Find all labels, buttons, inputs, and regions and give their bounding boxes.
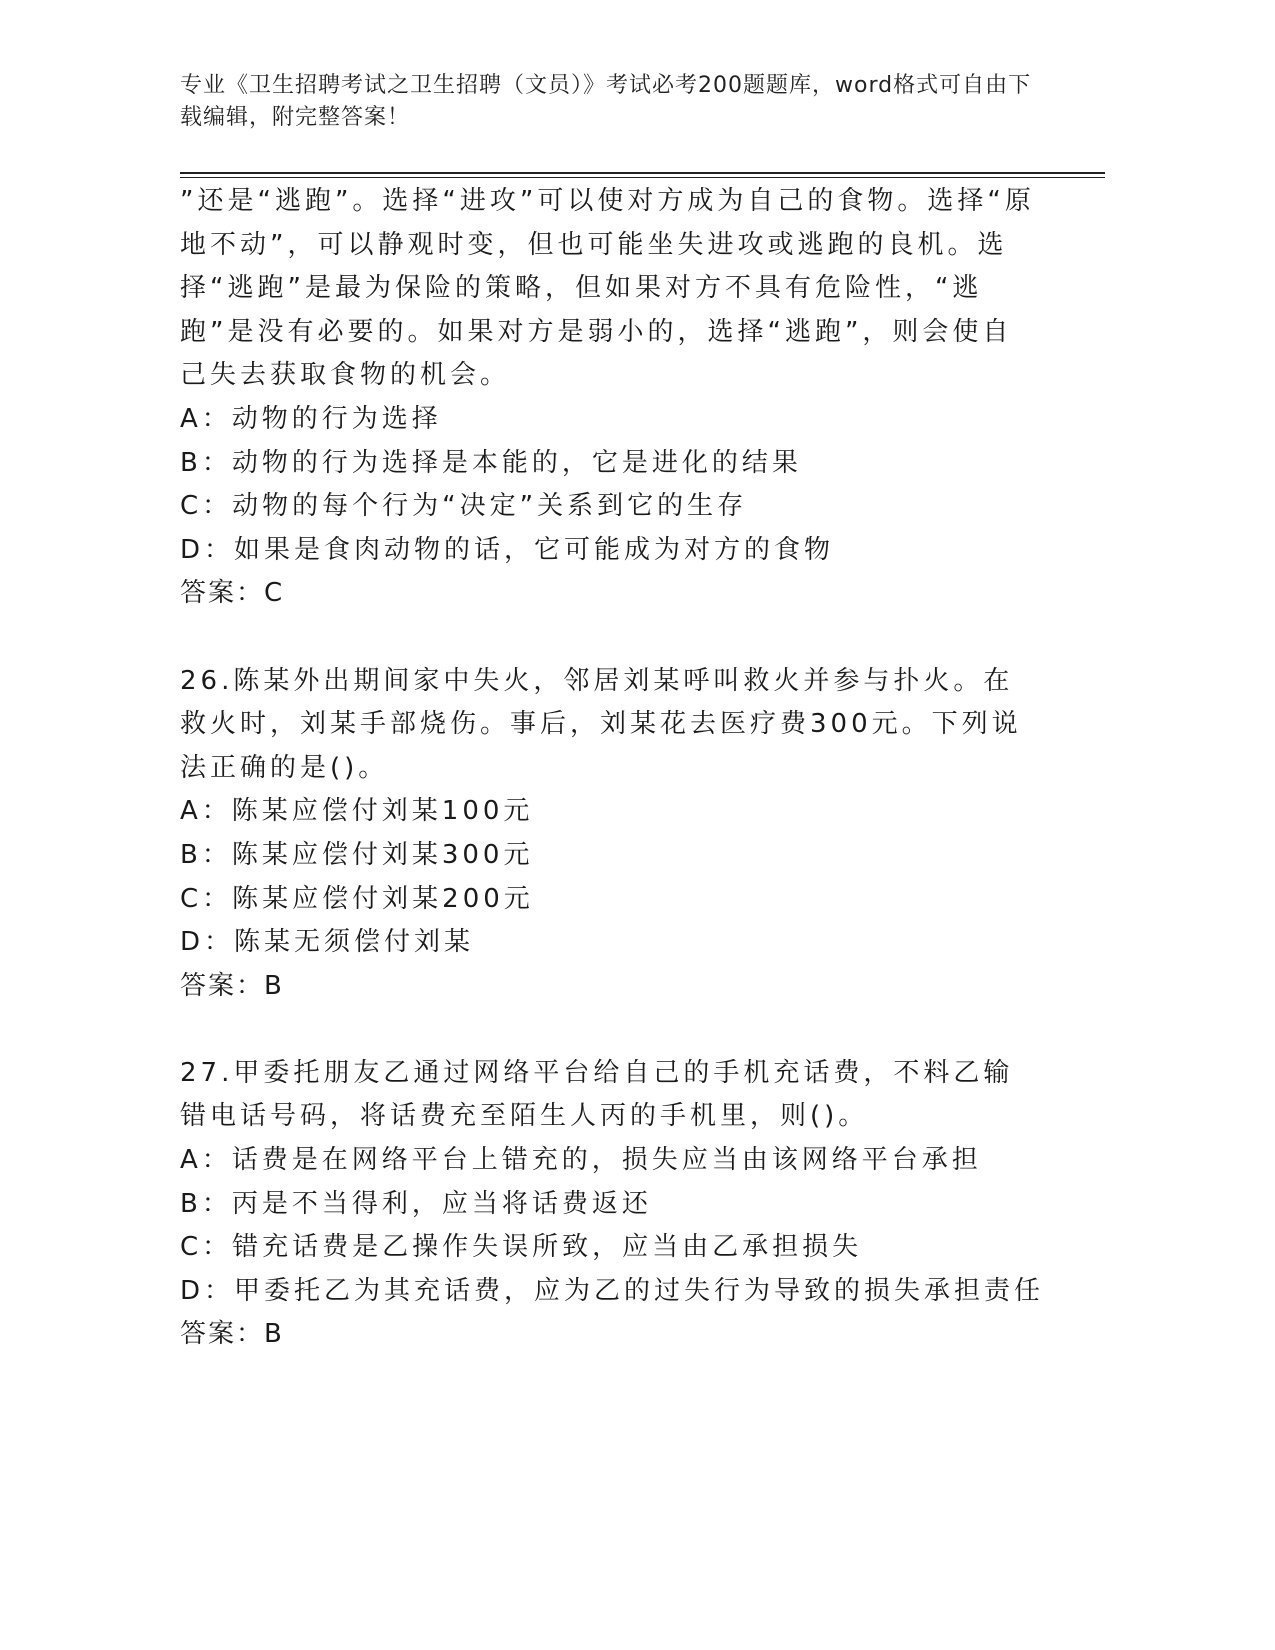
option-d: D：陈某无须偿付刘某 [180,927,475,958]
option-c: C：陈某应偿付刘某200元 [180,883,534,914]
header-divider-thin [180,177,1105,178]
question-stem: 26.陈某外出期间家中失火，邻居刘某呼叫救火并参与扑火。在救火时，刘某手部烧伤。事后，刘某花去医疗费300元。下列说法正确的是()。 [180,665,1022,783]
option-a: A：动物的行为选择 [180,403,442,434]
option-c: C：错充话费是乙操作失误所致，应当由乙承担损失 [180,1232,863,1263]
header-title: 专业《卫生招聘考试之卫生招聘（文员）》考试必考200题题库，word格式可自由下载编辑，附完整答案！ [180,73,1032,130]
option-b: B：丙是不当得利，应当将话费返还 [180,1188,652,1219]
answer-line: 答案：C [180,578,285,609]
document-body [180,180,1045,1357]
answer-line: 答案：B [180,970,284,1001]
spacer [180,1008,1040,1052]
option-a: A：话费是在网络平台上错充的，损失应当由该网络平台承担 [180,1145,982,1176]
option-c: C：动物的每个行为“决定”关系到它的生存 [180,491,748,522]
spacer [180,616,1040,660]
option-b: B：动物的行为选择是本能的，它是进化的结果 [180,447,802,478]
question-block [180,1052,1045,1357]
question-stem: 27.甲委托朋友乙通过网络平台给自己的手机充话费，不料乙输错电话号码，将话费充至陌生人丙的手机里，则()。 [180,1057,1014,1132]
question-block [180,660,1040,1009]
option-d: D：甲委托乙为其充话费，应为乙的过失行为导致的损失承担责任 [180,1275,1045,1306]
header-divider-thick [180,172,1105,174]
question-stem: ”还是“逃跑”。选择“进攻”可以使对方成为自己的食物。选择“原地不动”，可以静观时变，但也可能坐失进攻或逃跑的良机。选择“逃跑”是最为保险的策略，但如果对方不具有危险性，“逃跑”是没有必要的。如果对方是弱小的，选择“逃跑”，则会使自己失去获取食物的机会。 [180,186,1035,391]
option-b: B：陈某应偿付刘某300元 [180,839,534,870]
option-a: A：陈某应偿付刘某100元 [180,796,534,827]
page-header [180,70,1040,134]
answer-line: 答案：B [180,1319,284,1350]
question-block [180,180,1040,616]
option-d: D：如果是食肉动物的话，它可能成为对方的食物 [180,534,835,565]
